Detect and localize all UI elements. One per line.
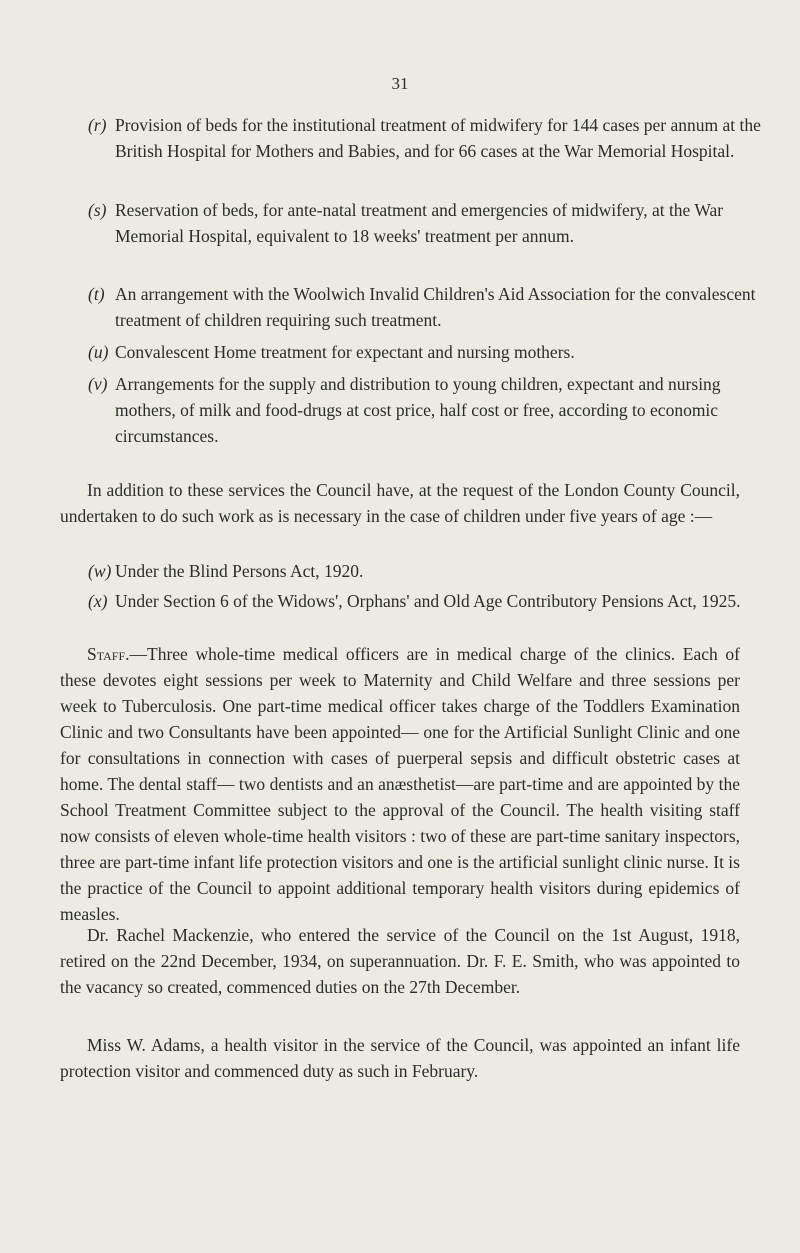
- page-number: 31: [391, 74, 409, 93]
- item-label: (w): [88, 561, 112, 581]
- item-label: (u): [88, 342, 109, 362]
- list-item-x: [88, 588, 765, 614]
- staff-paragraph: [60, 641, 740, 927]
- list-item-t: [88, 281, 765, 333]
- addition-paragraph: In addition to these services the Council have, at the request of the London County Council, undertaken to do such work as is necessary in the case of children under five years of age :—: [60, 480, 740, 526]
- item-text: Reservation of beds, for ante-natal treatment and emergencies of midwifery, at the War Memorial Hospital, equivalent to 18 weeks' treatment per annum.: [115, 200, 724, 246]
- item-text: Arrangements for the supply and distribution to young children, expectant and nursing mothers, of milk and food-drugs at cost price, half cost or free, according to economic circumstances.: [115, 374, 721, 446]
- item-text: Provision of beds for the institutional treatment of midwifery for 144 cases per annum at the British Hospital for Mothers and Babies, and for 66 cases at the War Memorial Hospital.: [115, 115, 761, 161]
- list-item-w: [88, 558, 765, 584]
- staff-text: —Three whole-time medical officers are in medical charge of the clinics. Each of these devotes eight sessions per week to Maternity and Child Welfare and three sessions per week to Tuberculosis. One part-time medical officer takes charge of the Toddlers Examination Clinic and two Consultants have been appointed— one for the Artificial Sunlight Clinic and one for consultations in connection with cases of puerperal sepsis and difficult obstetric cases at home. The dental staff— two dentists and an anæsthetist—are part-time and are appointed by the School Treatment Committee subject to the approval of the Council. The health visiting staff now consists of eleven whole-time health visitors : two of these are part-time sanitary inspectors, three are part-time infant life protection visitors and one is the artificial sunlight clinic nurse. It is the practice of the Council to appoint additional temporary health visitors during epidemics of measles.: [60, 644, 740, 924]
- list-item-u: [88, 339, 765, 365]
- item-label: (s): [88, 200, 107, 220]
- staff-heading: Staff.: [87, 644, 130, 664]
- list-item-s: [88, 197, 765, 249]
- item-text: Under the Blind Persons Act, 1920.: [115, 561, 364, 581]
- item-label: (t): [88, 284, 105, 304]
- item-text: Under Section 6 of the Widows', Orphans' and Old Age Contributory Pensions Act, 1925.: [115, 591, 741, 611]
- item-label: (v): [88, 374, 108, 394]
- list-item-r: [88, 112, 765, 164]
- item-label: (x): [88, 591, 108, 611]
- adams-paragraph: Miss W. Adams, a health visitor in the service of the Council, was appointed an infant life protection visitor and commenced duty as such in February.: [60, 1035, 740, 1081]
- list-item-v: [88, 371, 765, 449]
- item-label: (r): [88, 115, 107, 135]
- item-text: An arrangement with the Woolwich Invalid Children's Aid Association for the convalescent treatment of children requiring such treatment.: [115, 284, 756, 330]
- item-text: Convalescent Home treatment for expectant and nursing mothers.: [115, 342, 575, 362]
- mackenzie-paragraph: Dr. Rachel Mackenzie, who entered the service of the Council on the 1st August, 1918, retired on the 22nd December, 1934, on superannuation. Dr. F. E. Smith, who was appointed to the vacancy so created, commenced duties on the 27th December.: [60, 925, 740, 997]
